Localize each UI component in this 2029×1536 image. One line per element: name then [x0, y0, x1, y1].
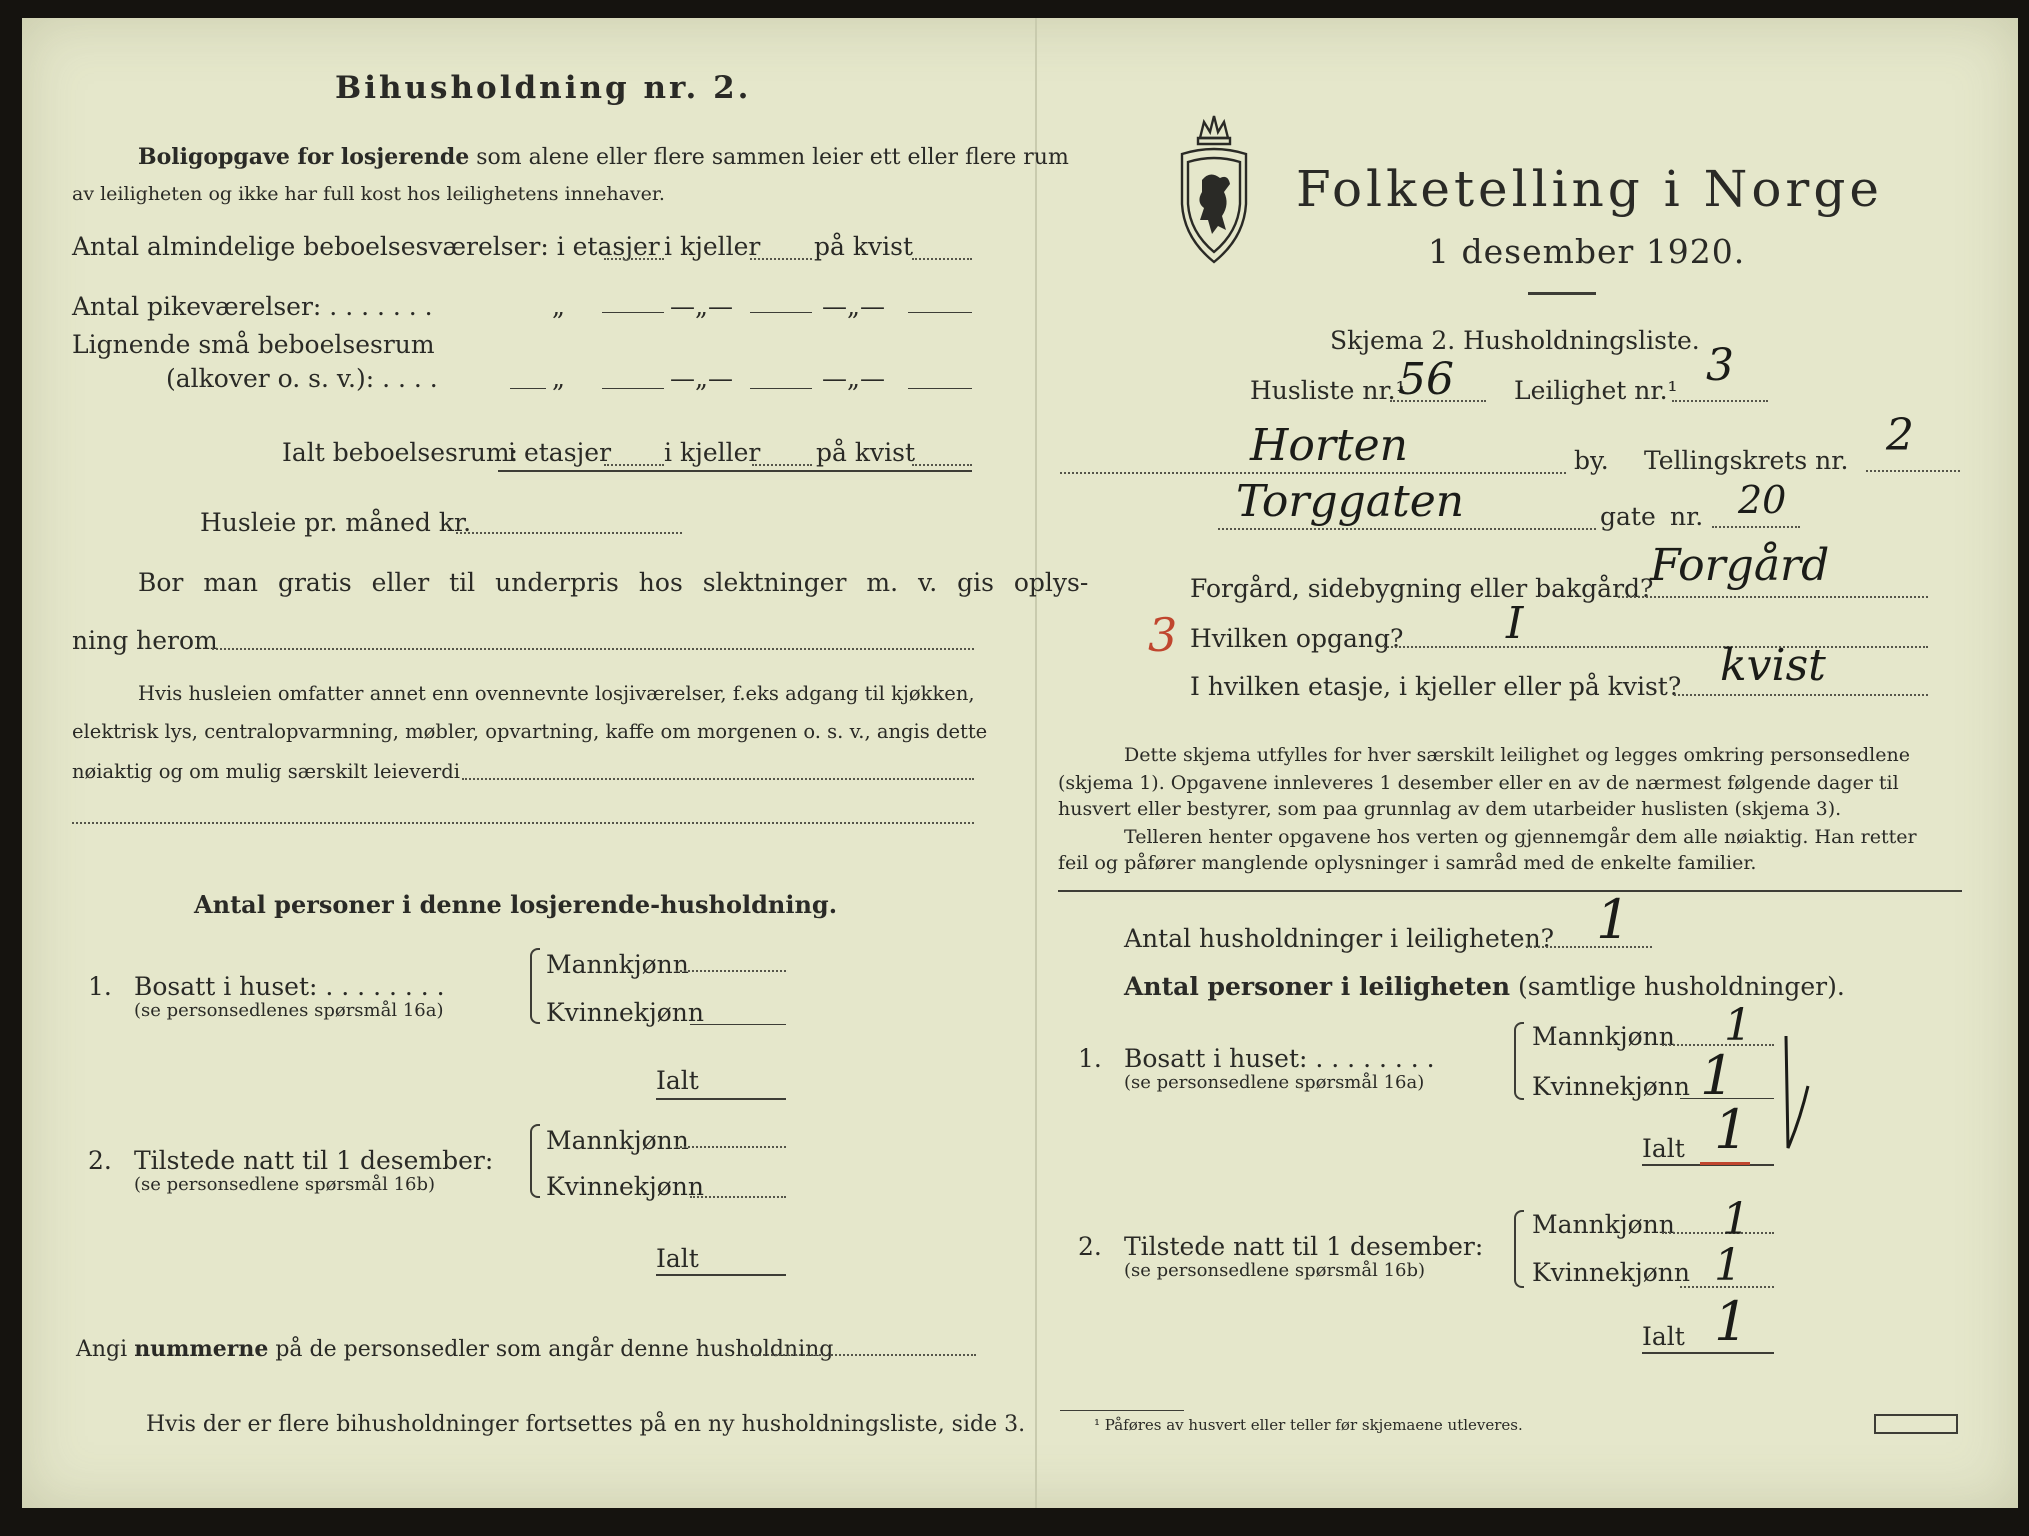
left-title: Bihusholdning nr. 2.: [335, 70, 752, 106]
pike-ditto-2: —„—: [670, 292, 733, 321]
gate-field[interactable]: [1218, 528, 1596, 530]
right-q2-num: 2.: [1078, 1232, 1102, 1261]
by-field[interactable]: [1060, 472, 1566, 474]
right-q2-ialt-label: Ialt: [1642, 1322, 1685, 1351]
by-value: Horten: [1250, 420, 1408, 471]
gate-value: Torggaten: [1236, 476, 1465, 527]
alkover-field-1[interactable]: [602, 388, 664, 389]
rooms-kvist-field[interactable]: [912, 258, 972, 260]
dette-line-4: Telleren henter opgavene hos verten og gjennemgår dem alle nøiaktig. Han retter: [1124, 826, 1917, 848]
right-q2-mann-field[interactable]: [1662, 1232, 1774, 1234]
pike-ditto-3: —„—: [822, 292, 885, 321]
right-q2-sub: (se personsedlene spørsmål 16b): [1124, 1260, 1426, 1281]
right-q2-mann-value: 1: [1722, 1194, 1750, 1245]
page-fold: [1035, 18, 1037, 1508]
alkover-ditto-2: —„—: [670, 364, 733, 393]
lignende-label: Lignende små beboelsesrum: [72, 330, 435, 359]
skjema-label: Skjema 2. Husholdningsliste.: [1330, 326, 1700, 355]
alkover-field-3[interactable]: [908, 388, 972, 389]
forgaard-field[interactable]: [1618, 596, 1928, 598]
personer-line: [1124, 972, 1845, 1001]
gate-label: gate: [1600, 502, 1656, 531]
rooms-kvist-label: på kvist: [814, 232, 913, 261]
alkover-label: (alkover o. s. v.): . . . .: [166, 364, 438, 393]
alkover-ditto-1: „: [552, 364, 565, 393]
right-q2-mann-label: Mannkjønn: [1532, 1210, 1675, 1239]
right-q1-mann-label: Mannkjønn: [1532, 1022, 1675, 1051]
right-q1-label: Bosatt i huset: . . . . . . . .: [1124, 1044, 1435, 1073]
left-q1-kvinne-label: Kvinnekjønn: [546, 998, 704, 1027]
right-q1-mann-value: 1: [1724, 1000, 1752, 1051]
etasje-value: kvist: [1720, 640, 1826, 691]
nr-field[interactable]: [1712, 526, 1800, 528]
alkover-field-2[interactable]: [750, 388, 812, 389]
instructions-rule: [1058, 890, 1962, 892]
angi-field[interactable]: [752, 1354, 976, 1356]
ialt-etasjer-label: i etasjer: [508, 438, 612, 467]
husholdninger-value: 1: [1596, 888, 1631, 951]
etasje-field[interactable]: [1674, 694, 1928, 696]
right-q1-num: 1.: [1078, 1044, 1102, 1073]
pike-field-3[interactable]: [908, 312, 972, 313]
intro-line-2: av leiligheten og ikke har full kost hos leilighetens innehaver.: [72, 183, 665, 205]
pike-field-1[interactable]: [602, 312, 664, 313]
hvis-field[interactable]: [462, 778, 974, 780]
left-q2-sub: (se personsedlene spørsmål 16b): [134, 1174, 436, 1195]
hvis-line-1: Hvis husleien omfatter annet enn ovennevnte losjiværelser, f.eks adgang til kjøkken,: [138, 682, 975, 705]
gratis-line-2: ning herom: [72, 626, 218, 655]
right-q1-sub: (se personsedlene spørsmål 16a): [1124, 1072, 1425, 1093]
husholdninger-label: Antal husholdninger i leiligheten?: [1124, 924, 1555, 953]
angi-bold: nummerne: [134, 1336, 269, 1362]
hvis-line-3: nøiaktig og om mulig særskilt leieverdi: [72, 760, 460, 783]
opgang-value: I: [1506, 598, 1524, 649]
intro-line-1: [138, 144, 1069, 170]
left-q2-ialt-field[interactable]: [656, 1274, 786, 1276]
husholdninger-field[interactable]: [1526, 946, 1652, 948]
left-q2-kvinne-label: Kvinnekjønn: [546, 1172, 704, 1201]
ialt-kjeller-label: i kjeller: [664, 438, 761, 467]
personer-bold: Antal personer i leiligheten: [1124, 972, 1511, 1001]
left-q2-brace: [530, 1124, 540, 1198]
alkover-ditto-3: —„—: [822, 364, 885, 393]
left-q2-ialt-label: Ialt: [656, 1244, 699, 1273]
dette-line-2: (skjema 1). Opgavene innleveres 1 desember eller en av de nærmest følgende dager til: [1058, 772, 1899, 794]
dette-line-3: husvert eller bestyrer, som paa grunnlag av dem utarbeider huslisten (skjema 3).: [1058, 798, 1842, 820]
ialt-kvist-field[interactable]: [912, 464, 972, 466]
rooms-kjeller-label: i kjeller: [664, 232, 761, 261]
printer-stamp: [1874, 1414, 1958, 1434]
ialt-kvist-label: på kvist: [816, 438, 915, 467]
left-antal-heading: Antal personer i denne losjerende-husholdning.: [194, 890, 838, 919]
rooms-label: Antal almindelige beboelsesværelser: i etasjer: [72, 232, 660, 261]
ialt-rooms-label: Ialt beboelsesrum:: [282, 438, 519, 467]
right-q1-kvinne-label: Kvinnekjønn: [1532, 1072, 1690, 1101]
personer-rest: (samtlige husholdninger).: [1518, 972, 1845, 1001]
right-title: Folketelling i Norge: [1296, 160, 1883, 218]
right-q2-kvinne-label: Kvinnekjønn: [1532, 1258, 1690, 1287]
left-q2-num: 2.: [88, 1146, 112, 1175]
pike-field-2[interactable]: [750, 312, 812, 313]
left-q1-mann-label: Mannkjønn: [546, 950, 689, 979]
left-q1-ialt-field[interactable]: [656, 1098, 786, 1100]
right-q2-ialt-field[interactable]: [1642, 1352, 1774, 1354]
tellingskrets-value: 2: [1886, 410, 1914, 461]
left-q2-kvinne-field[interactable]: [690, 1196, 786, 1198]
opgang-field[interactable]: [1384, 646, 1928, 648]
leilighet-field[interactable]: [1672, 400, 1768, 402]
right-q1-brace: [1514, 1022, 1524, 1100]
forgaard-value: Forgård: [1650, 540, 1830, 591]
etasje-label: I hvilken etasje, i kjeller eller på kvist?: [1190, 672, 1682, 701]
right-q2-kvinne-value: 1: [1714, 1240, 1742, 1291]
angi-post: på de personsedler som angår denne husholdning: [275, 1337, 834, 1362]
left-footer: Hvis der er flere bihusholdninger fortsettes på en ny husholdningsliste, side 3.: [146, 1412, 1026, 1437]
rooms-etasjer-field[interactable]: [604, 258, 664, 260]
leilighet-value: 3: [1706, 340, 1734, 391]
left-q1-num: 1.: [88, 972, 112, 1001]
check-mark-icon: [1782, 1030, 1812, 1154]
ialt-kjeller-field[interactable]: [752, 464, 812, 466]
ialt-etasjer-field[interactable]: [604, 464, 664, 466]
angi-pre: Angi: [76, 1337, 128, 1362]
right-q1-ialt-value: 1: [1714, 1098, 1749, 1161]
left-q1-kvinne-field[interactable]: [690, 1024, 786, 1025]
hvis-field-2[interactable]: [72, 822, 974, 824]
pike-label: Antal pikeværelser: . . . . . . .: [72, 292, 433, 321]
margin-mark-red: 3: [1148, 608, 1178, 662]
husliste-label: Husliste nr.¹: [1250, 376, 1406, 405]
opgang-label: Hvilken opgang?: [1190, 624, 1404, 653]
husleie-field[interactable]: [456, 532, 682, 534]
left-q1-mann-field[interactable]: [676, 970, 786, 972]
left-q2-label: Tilstede natt til 1 desember:: [134, 1146, 494, 1175]
angi-line: [76, 1336, 833, 1362]
rooms-kjeller-field[interactable]: [750, 258, 812, 260]
forgaard-label: Forgård, sidebygning eller bakgård?: [1190, 574, 1654, 603]
pike-ditto-1: „: [552, 292, 565, 321]
nr-label: nr.: [1670, 502, 1704, 531]
dette-line-1: Dette skjema utfylles for hver særskilt leilighet og legges omkring personsedlene: [1124, 744, 1910, 766]
left-q2-mann-field[interactable]: [676, 1146, 786, 1148]
left-q1-sub: (se personsedlenes spørsmål 16a): [134, 1000, 444, 1021]
ialt-red-underline: [1700, 1162, 1750, 1165]
right-q2-label: Tilstede natt til 1 desember:: [1124, 1232, 1484, 1261]
dette-line-5: feil og påfører manglende oplysninger i samråd med de enkelte familier.: [1058, 852, 1757, 874]
alkover-lead: [510, 388, 546, 389]
husliste-value: 56: [1398, 354, 1454, 405]
footnote-rule: [1060, 1410, 1184, 1411]
right-q1-kvinne-value: 1: [1700, 1044, 1735, 1107]
husleie-label: Husleie pr. måned kr.: [200, 508, 472, 537]
left-q2-mann-label: Mannkjønn: [546, 1126, 689, 1155]
right-date: 1 desember 1920.: [1428, 232, 1746, 271]
gratis-field[interactable]: [212, 648, 974, 650]
left-q1-brace: [530, 948, 540, 1024]
ialt-rule: [498, 470, 972, 472]
leilighet-label: Leilighet nr.¹: [1514, 376, 1678, 405]
intro-rest-1: som alene eller flere sammen leier ett eller flere rum: [476, 145, 1069, 170]
nr-value: 20: [1738, 478, 1787, 522]
left-q1-ialt-label: Ialt: [656, 1066, 699, 1095]
hvis-line-2: elektrisk lys, centralopvarmning, møbler, opvartning, kaffe om morgenen o. s. v., angis dette: [72, 720, 988, 743]
right-q2-brace: [1514, 1210, 1524, 1288]
intro-bold: Boligopgave for losjerende: [138, 144, 470, 170]
title-rule: [1528, 292, 1596, 295]
left-q1-label: Bosatt i huset: . . . . . . . .: [134, 972, 445, 1001]
norwegian-coat-of-arms-icon: [1172, 108, 1256, 268]
tellingskrets-field[interactable]: [1866, 470, 1960, 472]
tellingskrets-label: Tellingskrets nr.: [1644, 446, 1849, 475]
gratis-line-1: Bor man gratis eller til underpris hos slektninger m. v. gis oplys-: [138, 568, 1089, 597]
by-label: by.: [1574, 446, 1609, 475]
right-q1-ialt-label: Ialt: [1642, 1134, 1685, 1163]
right-footnote: ¹ Påføres av husvert eller teller før skjemaene utleveres.: [1094, 1416, 1523, 1434]
right-q2-ialt-value: 1: [1714, 1290, 1749, 1353]
